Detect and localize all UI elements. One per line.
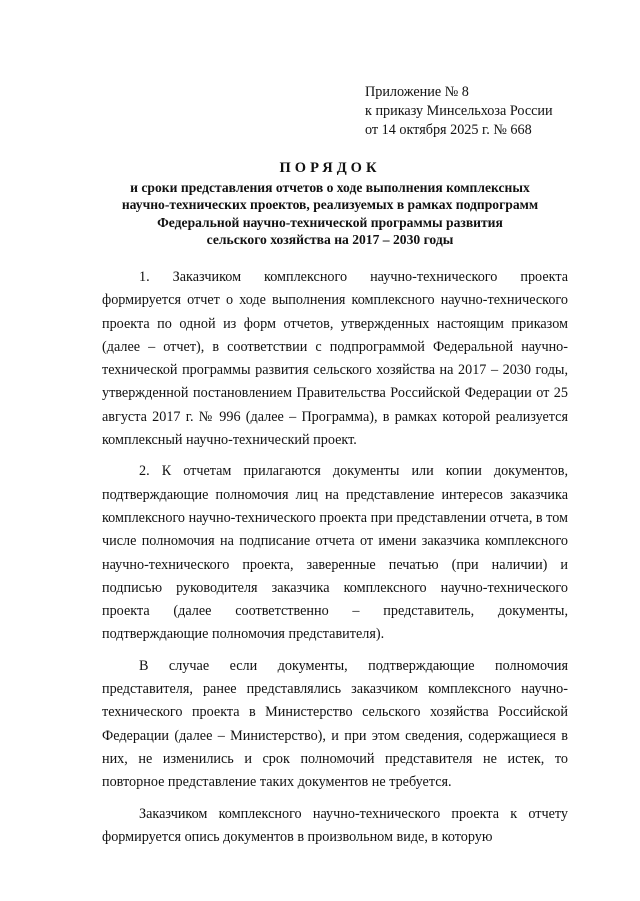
annex-reference: [365, 83, 553, 140]
paragraph-1: 1. Заказчиком комплексного научно-технического проекта формируется отчет о ходе выполнения комплексного научно-технического проекта по одной из форм отчетов, утвержденных настоящим приказом (далее – отчет), в соответствии с подпрограммой Федеральной научно-технической программы развития сельского хозяйства на 2017 – 2030 годы, утвержденной постановлением Правительства Российской Федерации от 25 августа 2017 г. № 996 (далее – Программа), в рамках которой реализуется комплексный научно-технический проект.: [102, 269, 568, 449]
heading-line-4: сельского хозяйства на 2017 – 2030 годы: [206, 232, 454, 247]
annex-order-date: от 14 октября 2025 г. № 668: [365, 122, 532, 138]
paragraph-4: Заказчиком комплексного научно-технического проекта к отчету формируется опись документов в произвольном виде, в которую: [102, 805, 568, 845]
document-title: ПОРЯДОК: [279, 160, 381, 176]
heading-line-3: Федеральной научно-технической программы развития: [157, 214, 503, 230]
paragraph-3: В случае если документы, подтверждающие полномочия представителя, ранее представлялись заказчиком комплексного научно-технического проекта в Министерство сельского хозяйства Российской Федерации (далее – Министерство), и при этом сведения, содержащиеся в них, не изменились и срок полномочий представителя не истек, то повторное представление таких документов не требуется.: [102, 657, 568, 791]
document-body: [102, 266, 568, 857]
document-heading: [95, 160, 565, 249]
annex-order-ref: к приказу Минсельхоза России: [365, 103, 553, 119]
paragraph-2: 2. К отчетам прилагаются документы или копии документов, подтверждающие полномочия лиц на представление интересов заказчика комплексного научно-технического проекта при представлении отчета, в том числе полномочия на подписание отчета от имени заказчика комплексного научно-технического проекта, заверенные печатью (при наличии) и подписью руководителя заказчика комплексного научно-технического проекта (далее соответственно – представитель, документы, подтверждающие полномочия представителя).: [102, 463, 568, 643]
heading-line-1: и сроки представления отчетов о ходе выполнения комплексных: [130, 179, 530, 195]
heading-line-2: научно-технических проектов, реализуемых в рамках подпрограмм: [121, 197, 539, 212]
annex-number: Приложение № 8: [365, 84, 469, 100]
